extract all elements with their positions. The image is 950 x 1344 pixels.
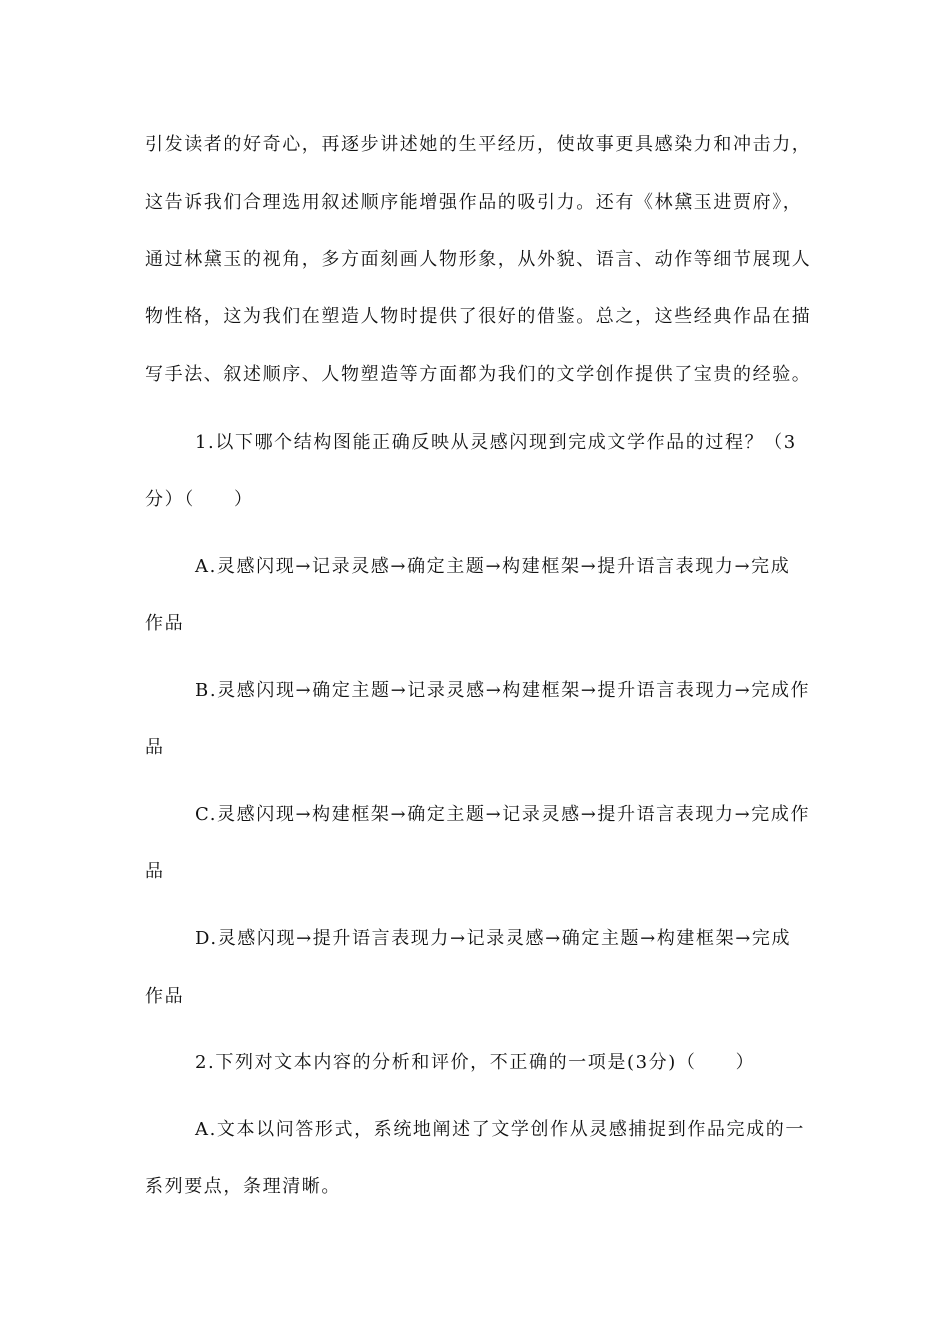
question-1-option-c-cont: 品 [145,861,165,882]
question-1-option-c: C.灵感闪现→构建框架→确定主题→记录灵感→提升语言表现力→完成作 [195,804,811,825]
intro-line-4: 物性格，这为我们在塑造人物时提供了很好的借鉴。总之，这些经典作品在描 [145,306,812,327]
question-2-stem: 2.下列对文本内容的分析和评价，不正确的一项是(3分)（ ） [195,1052,756,1073]
intro-line-5: 写手法、叙述顺序、人物塑造等方面都为我们的文学创作提供了宝贵的经验。 [145,364,812,385]
question-1-option-a: A.灵感闪现→记录灵感→确定主题→构建框架→提升语言表现力→完成 [195,556,791,577]
question-1-stem-cont: 分）（ ） [145,489,254,510]
intro-line-3: 通过林黛玉的视角，多方面刻画人物形象，从外貌、语言、动作等细节展现人 [145,249,812,270]
question-1-stem: 1.以下哪个结构图能正确反映从灵感闪现到完成文学作品的过程？（3 [195,432,797,453]
question-2-option-a-cont: 系列要点，条理清晰。 [145,1176,341,1197]
question-1-option-b-cont: 品 [145,737,165,758]
question-1-option-d: D.灵感闪现→提升语言表现力→记录灵感→确定主题→构建框架→完成 [195,928,792,949]
question-2-option-a: A.文本以问答形式，系统地阐述了文学创作从灵感捕捉到作品完成的一 [195,1119,805,1140]
question-1-option-d-cont: 作品 [145,986,185,1007]
intro-line-2: 这告诉我们合理选用叙述顺序能增强作品的吸引力。还有《林黛玉进贾府》， [145,192,803,213]
intro-line-1: 引发读者的好奇心，再逐步讲述她的生平经历，使故事更具感染力和冲击力， [145,134,812,155]
question-1-option-b: B.灵感闪现→确定主题→记录灵感→构建框架→提升语言表现力→完成作 [195,680,811,701]
question-1-option-a-cont: 作品 [145,613,185,634]
